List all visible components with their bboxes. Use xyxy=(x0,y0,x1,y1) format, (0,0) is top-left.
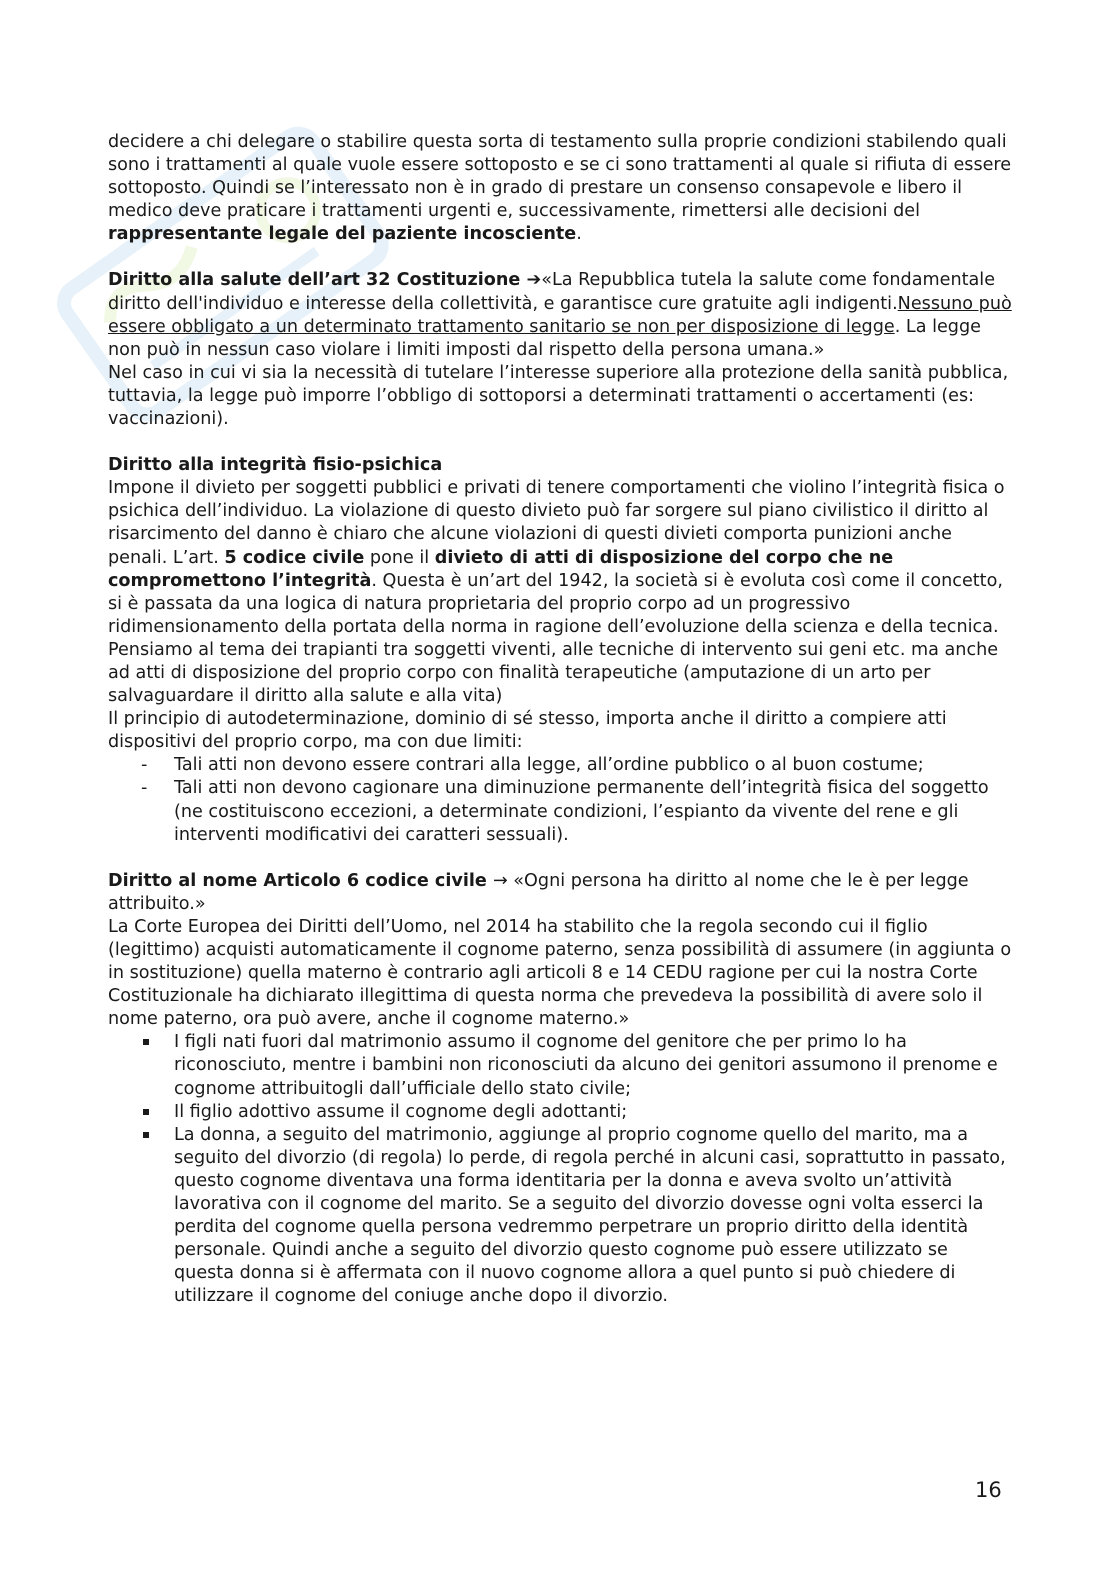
bold-term: rappresentante legale del paziente incosciente xyxy=(108,224,577,245)
salute-paragraph-2: Nel caso in cui vi sia la necessità di tutelare l’interesse superiore alla protezione della sanità pubblica, tuttavia, la legge può imporre l’obbligo di sottoporsi a determinati trattamenti o accertamenti (es: vaccinazioni). xyxy=(108,362,1009,430)
list-item: - Tali atti non devono essere contrari alla legge, all’ordine pubblico o al buon costume; xyxy=(108,754,1013,777)
underlined-quote: Nessuno può essere obbligato a un determinato trattamento sanitario se non per disposizione di legge xyxy=(108,293,1012,337)
integrita-paragraph-2: Il principio di autodeterminazione, dominio di sé stesso, importa anche il diritto a compiere atti dispositivi del proprio corpo, ma con due limiti: xyxy=(108,709,947,753)
document-page xyxy=(108,131,1013,1309)
nome-paragraph: Diritto al nome Articolo 6 codice civile → «Ogni persona ha diritto al nome che le è per legge attribuito.» xyxy=(108,870,969,914)
salute-paragraph: Diritto alla salute dell’art 32 Costituzione ➔«La Repubblica tutela la salute come fondamentale diritto dell'individuo e interesse della collettività, e garantisce cure gratuite agli indigenti.Nessuno può essere obbligato a un determinato trattamento sanitario se non per disposizione di legge. La legge non può in nessun caso violare i limiti imposti dal rispetto della persona umana.» xyxy=(108,270,1012,360)
list-item: I figli nati fuori dal matrimonio assumo il cognome del genitore che per primo lo ha riconosciuto, mentre i bambini non riconosciuti da alcuno dei genitori assumono il prenome e cognome attribuitogli dall’ufficiale dello stato civile; xyxy=(108,1031,1013,1100)
list-item: Il figlio adottivo assume il cognome degli adottanti; xyxy=(108,1101,1013,1124)
section-heading-integrita: Diritto alla integrità fisio-psichica xyxy=(108,455,443,476)
bold-term: 5 codice civile xyxy=(224,547,365,568)
arrow-icon: → xyxy=(492,870,508,891)
section-heading-salute: Diritto alla salute dell’art 32 Costituzione xyxy=(108,270,527,291)
list-item: - Tali atti non devono cagionare una diminuzione permanente dell’integrità fisica del soggetto (ne costituiscono eccezioni, a determinate condizioni, l’espianto da vivente del rene e gli interventi modificativi dei caratteri sessuali). xyxy=(108,777,1013,846)
arrow-icon: ➔ xyxy=(526,270,542,291)
intro-paragraph: decidere a chi delegare o stabilire questa sorta di testamento sulla proprie condizioni stabilendo quali sono i trattamenti al quale vuole essere sottoposto e se ci sono trattamenti al quale si rifiuta di essere sottoposto. Quindi se l’interessato non è in grado di prestare un consenso consapevole e libero il medico deve praticare i trattamenti urgenti e, successivamente, rimettersi alle decisioni del rappresentante legale del paziente incosciente. xyxy=(108,132,1012,245)
section-heading-nome: Diritto al nome Articolo 6 codice civile xyxy=(108,870,493,891)
page-number: 16 xyxy=(975,1478,1002,1502)
cognome-list xyxy=(108,1031,1013,1308)
bold-term: divieto di atti di disposizione del corpo che ne compromettono l’integrità xyxy=(108,547,894,591)
integrita-paragraph: Impone il divieto per soggetti pubblici e privati di tenere comportamenti che violino l’integrità fisica o psichica dell’individuo. La violazione di questo divieto può far sorgere sul piano civilistico il diritto al risarcimento del danno è chiaro che alcune violazioni di questi divieti comporta punizioni anche penali. L’art. 5 codice civile pone il divieto di atti di disposizione del corpo che ne compromettono l’integrità. Questa è un’art del 1942, la società si è evoluta così come il concetto, si è passata da una logica di natura proprietaria del proprio corpo ad un progressivo ridimensionamento della portata della norma in ragione dell’evoluzione della scienza e della tecnica. Pensiamo al tema dei trapianti tra soggetti viventi, alle tecniche di intervento sui geni etc. ma anche ad atti di disposizione del proprio corpo con finalità terapeutiche (amputazione di un arto per salvaguardare il diritto alla salute e alla vita) xyxy=(108,478,1005,707)
list-item: La donna, a seguito del matrimonio, aggiunge al proprio cognome quello del marito, ma a seguito del divorzio (di regola) lo perde, di regola perché in alcuni casi, soprattutto in passato, questo cognome diventava una forma identitaria per la donna e aveva svolto un’attività lavorativa con il cognome del marito. Se a seguito del divorzio dovesse ogni volta esserci la perdita del cognome quella persona vedremmo perpetrare un proprio diritto della identità personale. Quindi anche a seguito del divorzio questo cognome può essere utilizzato se questa donna si è affermata con il nuovo cognome allora a quel punto si può chiedere di utilizzare il cognome del coniuge anche dopo il divorzio. xyxy=(108,1124,1013,1309)
limits-list xyxy=(108,754,1013,846)
nome-paragraph-2: La Corte Europea dei Diritti dell’Uomo, nel 2014 ha stabilito che la regola secondo cui il figlio (legittimo) acquisti automaticamente il cognome paterno, senza possibilità di assumere (in aggiunta o in sostituzione) quella materno è contrario agli articoli 8 e 14 CEDU ragione per cui la nostra Corte Costituzionale ha dichiarato illegittima di questa norma che prevedeva la possibilità di avere solo il nome paterno, ora può avere, anche il cognome materno.» xyxy=(108,916,1012,1030)
